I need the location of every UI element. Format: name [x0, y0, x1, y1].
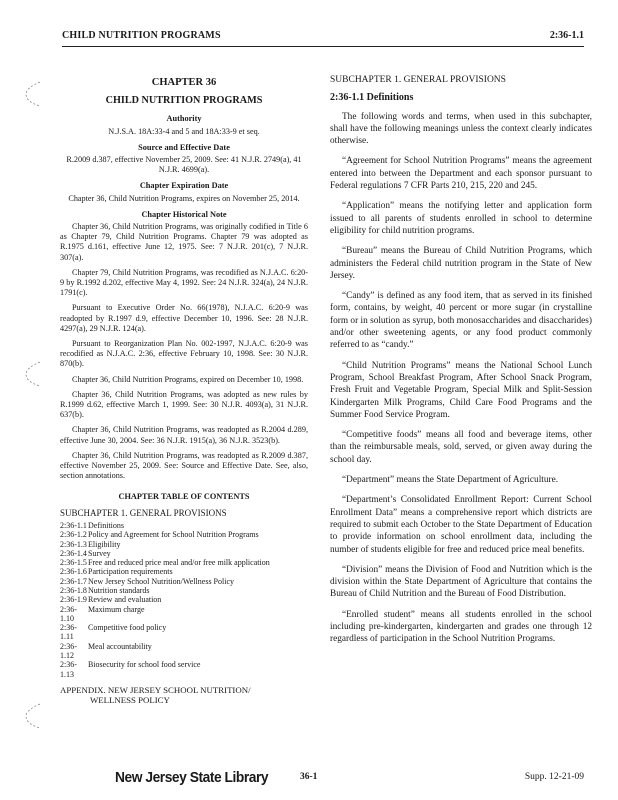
toc-entry[interactable] [60, 530, 308, 539]
toc-entry[interactable] [60, 586, 308, 595]
toc-title: Competitive food policy [88, 623, 167, 633]
historical-paragraph: Pursuant to Reorganization Plan No. 002-1997, N.J.A.C. 6:20-9 was recodified as N.J.A.C. 2:36, effective February 10, 1998. See: 30 N.J.R. 870(b). [60, 339, 308, 369]
definition-paragraph: “Department” means the State Department of Agriculture. [342, 475, 559, 486]
toc-title: Biosecurity for school food service [88, 660, 201, 670]
library-logo: New Jersey State Library [115, 769, 269, 786]
toc-number: 2:36-1.5 [60, 558, 87, 568]
chapter-title: CHILD NUTRITION PROGRAMS [105, 95, 263, 107]
toc-entry[interactable] [60, 521, 308, 530]
right-column [330, 74, 592, 654]
definition-paragraph: “Agreement for School Nutrition Programs” means the agreement entered into between the Department and each sponsor pursuant to Federal regulations 7 CFR Parts 210, 215, 220 and 245. [330, 156, 592, 192]
toc-entry[interactable] [60, 623, 308, 642]
historical-paragraph: Chapter 79, Child Nutrition Programs, was recodified as N.J.A.C. 6:20-9 by R.1992 d.202, effective May 4, 1992. See: 24 N.J.R. 324(a), 24 N.J.R. 1791(c). [60, 267, 308, 298]
historical-paragraph: Chapter 36, Child Nutrition Programs, was adopted as new rules by R.1999 d.62, effective March 1, 1999. See: 30 N.J.R. 4093(a), 31 N.J.R. 637(b). [60, 389, 308, 420]
toc-entry[interactable] [60, 567, 308, 576]
toc-title: Review and evaluation [88, 595, 162, 605]
toc-title: Policy and Agreement for School Nutrition Programs [88, 530, 259, 540]
toc-number: 2:36-1.12 [60, 641, 77, 661]
definition-paragraph: “Department’s Consolidated Enrollment Report: Current School Enrollment Data” means a comprehensive report which districts are required to submit each October to the State Department of Education to provide information on school enrollment data, including the number of students eligible for free and reduced price meal benefits. [330, 495, 592, 555]
running-header-section: 2:36-1.1 [549, 30, 584, 41]
toc-number: 2:36-1.11 [60, 623, 77, 642]
definition-paragraph: “Application” means the notifying letter and application form issued to all parents of students enrolled in school to determine eligibility for child nutrition programs. [330, 201, 592, 236]
authority-heading: Authority [166, 114, 202, 124]
toc-number: 2:36-1.2 [60, 530, 87, 540]
punch-hole-mark [22, 702, 44, 730]
toc-title: Nutrition standards [88, 585, 150, 595]
toc-number: 2:36-1.10 [60, 604, 77, 623]
appendix-line: APPENDIX. NEW JERSEY SCHOOL NUTRITION/ [60, 684, 251, 695]
toc-number: 2:36-1.7 [60, 576, 87, 586]
section-heading: 2:36-1.1 Definitions [330, 92, 414, 104]
page-footer [0, 769, 618, 792]
toc-entry[interactable] [60, 540, 308, 549]
definition-paragraph: “Enrolled student” means all students enrolled in the school including pre-kindergarten, kindergarten and grades one through 12 regardless of participation in the School Nutrition Programs. [330, 609, 592, 645]
definition-paragraph: “Candy” is defined as any food item, that as served in its finished form, contains, by weight, 40 percent or more sugar (in crystalline form or in solution as syrup, both monosaccharides and disaccharides) and/or other sweetening agents, or any food product commonly referred to as “candy.” [330, 291, 592, 351]
toc-title: Meal accountability [88, 641, 152, 651]
toc-appendix[interactable] [60, 685, 308, 705]
expiration-text: Chapter 36, Child Nutrition Programs, expires on November 25, 2014. [68, 193, 300, 203]
toc-number: 2:36-1.4 [60, 548, 87, 558]
toc-number: 2:36-1.3 [60, 539, 87, 549]
toc-entry[interactable] [60, 558, 308, 567]
historical-paragraph: Chapter 36, Child Nutrition Programs, was originally codified in Title 6 as Chapter 79, Child Nutrition Programs. Chapter 79 was adopted as R.1975 d.161, effective June 12, 1975. See: 7 N.J.R. 201(c), 7 N.J.R. 307(a). [60, 222, 308, 262]
toc-list [60, 521, 308, 679]
toc-entry[interactable] [60, 595, 308, 604]
historical-paragraph: Chapter 36, Child Nutrition Programs, expired on December 10, 1998. [72, 374, 304, 384]
toc-subchapter: SUBCHAPTER 1. GENERAL PROVISIONS [60, 507, 227, 518]
toc-heading: CHAPTER TABLE OF CONTENTS [118, 491, 250, 501]
punch-hole-mark [22, 80, 44, 108]
subchapter-heading: SUBCHAPTER 1. GENERAL PROVISIONS [330, 75, 506, 85]
historical-paragraph: Pursuant to Executive Order No. 66(1978), N.J.A.C. 6:20-9 was readopted by R.1997 d.9, effective December 10, 1996. See: 28 N.J.R. 4297(a), 29 N.J.R. 124(a). [60, 303, 308, 333]
toc-entry[interactable] [60, 577, 308, 586]
expiration-heading: Chapter Expiration Date [139, 181, 229, 191]
toc-number: 2:36-1.8 [60, 585, 87, 595]
definition-paragraph: “Bureau” means the Bureau of Child Nutrition Programs, which administers the Federal child nutrition program in the State of New Jersey. [330, 246, 592, 281]
toc-entry[interactable] [60, 660, 308, 679]
toc-title: Survey [88, 548, 111, 558]
appendix-line: WELLNESS POLICY [90, 694, 170, 705]
toc-title: Eligibility [88, 539, 121, 549]
toc-entry[interactable] [60, 642, 308, 661]
toc-number: 2:36-1.1 [60, 520, 87, 530]
toc-title: Free and reduced price meal and/or free milk application [88, 558, 270, 568]
supplement-date: Supp. 12-21-09 [524, 772, 584, 782]
toc-number: 2:36-1.6 [60, 567, 87, 577]
definition-paragraph: “Child Nutrition Programs” means the National School Lunch Program, School Breakfast Program, After School Snack Program, Fresh Fruit and Vegetable Program, Special Milk and Split-Session Kindergarten Milk Programs, Child Care Food Programs and the Summer Food Service Program. [330, 360, 592, 420]
punch-hole-mark [22, 360, 44, 388]
toc-number: 2:36-1.13 [60, 660, 77, 679]
definition-paragraph: “Competitive foods” means all food and beverage items, other than the reimbursable meals, sold, served, or given away during the school day. [330, 430, 592, 465]
toc-entry[interactable] [60, 605, 308, 624]
toc-entry[interactable] [60, 549, 308, 558]
toc-title: Participation requirements [88, 567, 173, 577]
toc-title: Definitions [88, 520, 124, 530]
definition-paragraph: The following words and terms, when used in this subchapter, shall have the following meanings unless the context clearly indicates otherwise. [330, 111, 592, 147]
source-text: R.2009 d.387, effective November 25, 2009. See: 41 N.J.R. 2749(a), 41 N.J.R. 4699(a). [66, 155, 302, 175]
running-header [62, 28, 584, 47]
left-column [60, 74, 308, 705]
historical-paragraph: Chapter 36, Child Nutrition Programs, was readopted as R.2009 d.387, effective November 25, 2009. See: Source and Effective Date. See, also, section annotations. [60, 450, 308, 481]
toc-number: 2:36-1.9 [60, 595, 87, 605]
definition-paragraph: “Division” means the Division of Food and Nutrition which is the division within the State Department of Agriculture that contains the Bureau of Child Nutrition and the Bureau of Food Distribution. [330, 564, 592, 600]
source-heading: Source and Effective Date [138, 142, 230, 152]
toc-title: New Jersey School Nutrition/Wellness Policy [88, 576, 235, 586]
chapter-number: CHAPTER 36 [151, 77, 217, 88]
toc-title: Maximum charge [88, 604, 145, 614]
page-number: 36-1 [300, 772, 318, 782]
historical-note-heading: Chapter Historical Note [141, 209, 227, 219]
historical-paragraph: Chapter 36, Child Nutrition Programs, was readopted as R.2004 d.289, effective June 30, 2004. See: 36 N.J.R. 1915(a), 36 N.J.R. 3523(b). [60, 425, 308, 445]
authority-text: N.J.S.A. 18A:33-4 and 5 and 18A:33-9 et seq. [108, 126, 260, 136]
running-header-title: CHILD NUTRITION PROGRAMS [62, 30, 221, 41]
